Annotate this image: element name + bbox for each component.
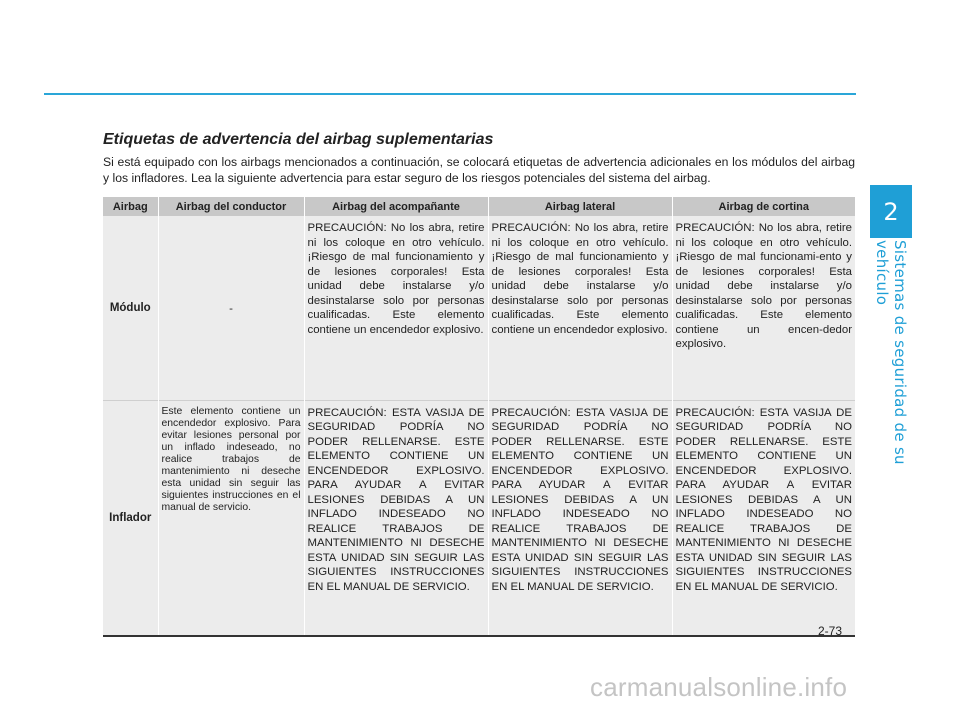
column-header-side: Airbag lateral [488,197,672,216]
cell-inflator-passenger: PRECAUCIÓN: ESTA VASIJA DE SEGURIDAD PODRÍA NO PODER RELLENARSE. ESTE ELEMENTO CONTIENE UN ENCENDEDOR EXPLOSIVO. PARA AYUDAR A EVITAR LESIONES DEBIDAS A UN INFLADO INDESEADO NO REALICE TRABAJOS DE MANTENIMIENTO NI DESECHE ESTA UNIDAD SIN SEGUIR LAS SIGUIENTES INSTRUCCIONES EN EL MANUAL DE SERVICIO. [304,400,488,636]
cell-module-side: PRECAUCIÓN: No los abra, retire ni los coloque en otro vehículo. ¡Riesgo de mal funcionamiento y de lesiones corporales! Esta unidad debe instalarse y/o desinstalarse solo por personas cualificadas. Este elemento contiene un encendedor explosivo. [488,216,672,400]
header-rule [44,93,856,95]
section-title: Etiquetas de advertencia del airbag suplementarias [103,131,494,148]
cell-module-curtain: PRECAUCIÓN: No los abra, retire ni los coloque en otro vehículo. ¡Riesgo de mal funcionami-ento y de lesiones corporales! Esta unidad debe instalarse y/o desinstalarse solo por personas cualificadas. Este elemento contiene un encen-dedor explosivo. [672,216,855,400]
table-row-module [103,216,855,400]
row-label-inflator: Inflador [103,400,158,636]
row-label-module: Módulo [103,216,158,400]
cell-inflator-driver: Este elemento contiene un encendedor explosivo. Para evitar lesiones personal por un inflado indeseado, no realice trabajos de mantenimiento ni deseche esta unidad sin seguir las siguientes instrucciones en el manual de servicio. [158,400,304,636]
table-header-row [103,197,855,216]
cell-module-driver: - [158,216,304,400]
chapter-number-tab [870,185,912,238]
column-header-airbag: Airbag [103,197,158,216]
chapter-title: Sistemas de seguridad de su vehículo [873,240,909,465]
page-number: 2-73 [818,624,843,638]
column-header-driver: Airbag del conductor [158,197,304,216]
watermark-text: carmanualsonline.info [590,672,848,702]
column-header-passenger: Airbag del acompañante [304,197,488,216]
cell-inflator-side: PRECAUCIÓN: ESTA VASIJA DE SEGURIDAD PODRÍA NO PODER RELLENARSE. ESTE ELEMENTO CONTIENE UN ENCENDEDOR EXPLOSIVO. PARA AYUDAR A EVITAR LESIONES DEBIDAS A UN INFLADO INDESEADO NO REALICE TRABAJOS DE MANTENIMIENTO NI DESECHE ESTA UNIDAD SIN SEGUIR LAS SIGUIENTES INSTRUCCIONES EN EL MANUAL DE SERVICIO. [488,400,672,636]
cell-inflator-curtain: PRECAUCIÓN: ESTA VASIJA DE SEGURIDAD PODRÍA NO PODER RELLENARSE. ESTE ELEMENTO CONTIENE UN ENCENDEDOR EXPLOSIVO. PARA AYUDAR A EVITAR LESIONES DEBIDAS A UN INFLADO INDESEADO NO REALICE TRABAJOS DE MANTENIMIENTO NI DESECHE ESTA UNIDAD SIN SEGUIR LAS SIGUIENTES INSTRUCCIONES EN EL MANUAL DE SERVICIO. [672,400,855,636]
table-row-inflator [103,400,855,636]
intro-paragraph: Si está equipado con los airbags mencionados a continuación, se colocará etiquetas de advertencia adicionales en los módulos del airbag y los infladores. Lea la siguiente advertencia para estar seguro de los riesgos potenciales del sistema del airbag. [103,155,855,185]
cell-module-passenger: PRECAUCIÓN: No los abra, retire ni los coloque en otro vehículo. ¡Riesgo de mal funcionamiento y de lesiones corporales! Esta unidad debe instalarse y/o desinstalarse solo por personas cualificadas. Este elemento contiene un encendedor explosivo. [304,216,488,400]
chapter-number: 2 [883,197,899,226]
warning-labels-table [103,197,855,637]
chapter-title-sidebar [870,240,912,480]
column-header-curtain: Airbag de cortina [672,197,855,216]
